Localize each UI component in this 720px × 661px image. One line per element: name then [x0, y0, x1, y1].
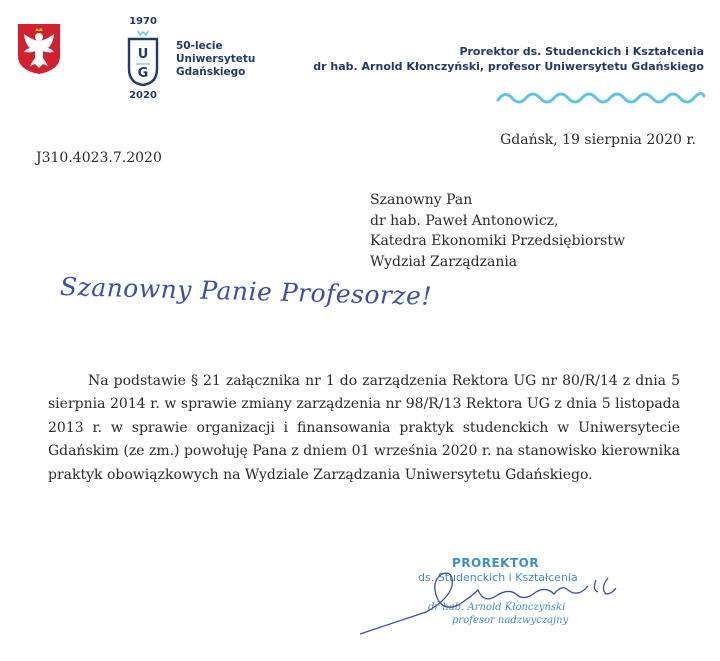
stamp-title: PROREKTOR: [452, 556, 540, 570]
recipient-line: dr hab. Paweł Antonowicz,: [370, 212, 559, 229]
anniversary-label: [176, 40, 255, 79]
reference-number: J310.4023.7.2020: [36, 150, 162, 166]
stamp-role: profesor nadzwyczajny: [452, 615, 569, 626]
ug-year-start: 1970: [129, 16, 157, 27]
ug-year-end: 2020: [129, 90, 157, 101]
anniversary-line: 50-lecie: [176, 40, 223, 52]
office-title: Prorektor ds. Studenckich i Kształcenia: [459, 45, 704, 58]
wave-decoration-icon: [496, 86, 706, 108]
letter-date: Gdańsk, 19 sierpnia 2020 r.: [500, 132, 696, 148]
recipient-block: [370, 190, 625, 272]
body-paragraph: Na podstawie § 21 załącznika nr 1 do zarządzenia Rektora UG nr 80/R/14 z dnia 5 sierpnia 2014 r. w sprawie zmiany zarządzenia nr 98/R/13 Rektora UG z dnia 5 listopada 2013 r. w sprawie organizacji i finansowania praktyk studenckich w Uniwersytecie Gdańskim (ze zm.) powołuję Pana z dniem 01 września 2020 r. na stanowisko kierownika praktyk obowiązkowych na Wydziale Zarządzania Uniwersytetu Gdańskiego.: [48, 373, 680, 483]
recipient-line: Wydział Zarządzania: [370, 253, 518, 270]
ug-logo: [120, 14, 166, 100]
office-person: dr hab. Arnold Kłonczyński, profesor Uniwersytetu Gdańskiego: [313, 60, 704, 73]
recipient-line: Katedra Ekonomiki Przedsiębiorstw: [370, 233, 625, 249]
stamp-name: dr hab. Arnold Kłonczyński: [428, 602, 566, 613]
anniversary-line: Gdańskiego: [176, 66, 246, 78]
svg-text:G: G: [137, 66, 149, 81]
recipient-line: Szanowny Pan: [370, 192, 473, 208]
svg-text:U: U: [137, 47, 149, 62]
letter-body: [48, 370, 680, 487]
handwritten-greeting: Szanowny Panie Profesorze!: [59, 272, 433, 311]
polish-eagle-emblem-icon: [16, 22, 62, 76]
letterhead-office: [313, 44, 704, 74]
ug-shield-icon: [126, 29, 160, 87]
signature-icon: [356, 560, 626, 640]
stamp-unit: ds. Studenckich i Kształcenia: [418, 571, 578, 584]
anniversary-line: Uniwersytetu: [176, 53, 256, 65]
